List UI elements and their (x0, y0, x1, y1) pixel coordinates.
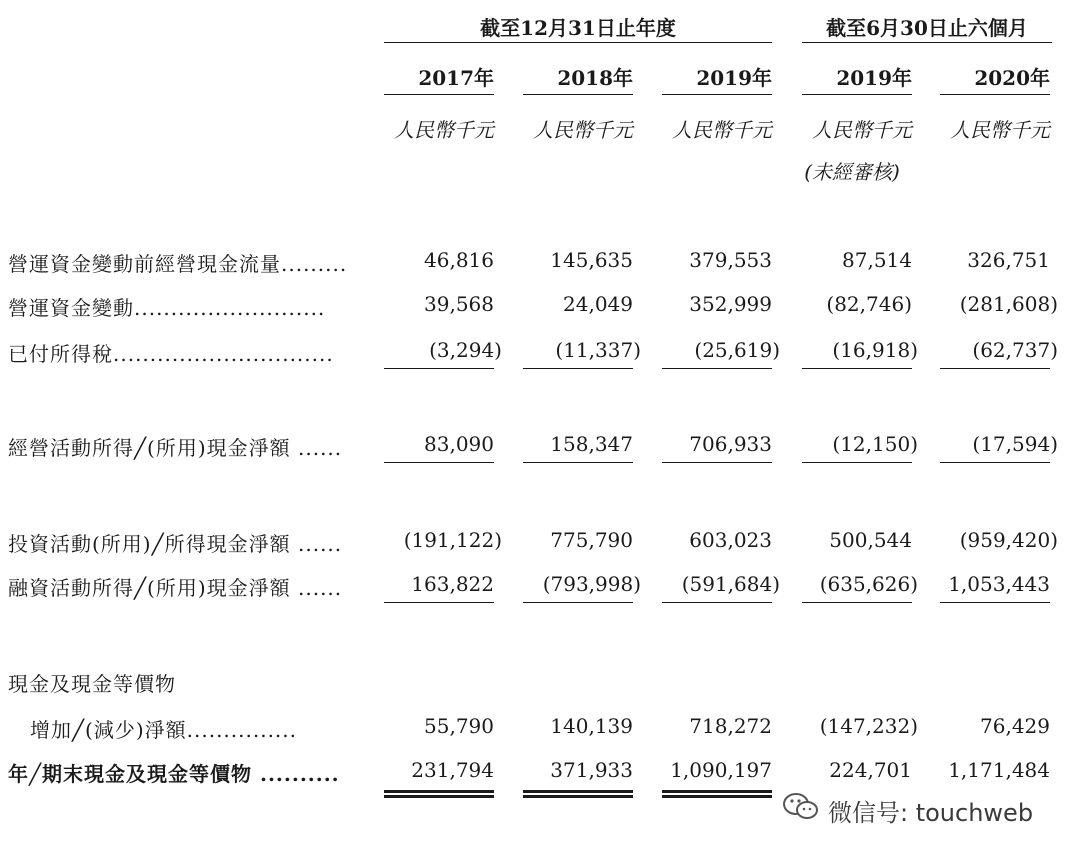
subtotal-rule-3 (662, 368, 772, 369)
financing-rule-1 (384, 602, 494, 603)
cell-r8-c1: 231,794 (411, 758, 494, 782)
group-header-fiscal-year: 截至12月31日止年度 (480, 16, 676, 40)
group-rule-fiscal-year (384, 42, 772, 43)
cell-r2-c4: (16,918) (832, 338, 918, 362)
year-header-4: 2019年 (836, 66, 912, 90)
row-label-cash-equivalents-heading: 現金及現金等價物 (8, 672, 176, 696)
cell-r3-c3: 706,933 (689, 432, 772, 456)
operating-rule-2 (523, 462, 633, 463)
financing-rule-3 (662, 602, 772, 603)
unaudited-note: (未經審核) (804, 160, 900, 184)
cell-r0-c5: 326,751 (967, 248, 1050, 272)
cell-r3-c1: 83,090 (424, 432, 494, 456)
cell-r5-c2: (793,998) (542, 572, 641, 596)
cell-r4-c1: (191,122) (403, 528, 502, 552)
year-header-1: 2017年 (418, 66, 494, 90)
financing-rule-5 (940, 602, 1050, 603)
wechat-icon (782, 791, 820, 829)
operating-rule-1 (384, 462, 494, 463)
row-label-net-financing-cash: 融資活動所得╱(所用)現金淨額 ...... (8, 576, 343, 600)
unit-label-4: 人民幣千元 (812, 118, 912, 142)
cell-r0-c2: 145,635 (550, 248, 633, 272)
cell-r7-c1: 55,790 (424, 714, 494, 738)
row-label-net-investing-cash: 投資活動(所用)╱所得現金淨額 ...... (8, 532, 343, 556)
cell-r4-c4: 500,544 (829, 528, 912, 552)
unit-label-5: 人民幣千元 (950, 118, 1050, 142)
row-label-closing-cash: 年╱期末現金及現金等價物 .......... (8, 762, 340, 786)
year-rule-5 (940, 94, 1050, 95)
watermark-text: 微信号: touchweb (828, 798, 1034, 827)
financing-rule-4 (802, 602, 912, 603)
operating-rule-4 (802, 462, 912, 463)
year-header-3: 2019年 (696, 66, 772, 90)
year-rule-2 (523, 94, 633, 95)
cell-r3-c4: (12,150) (832, 432, 918, 456)
unit-label-2: 人民幣千元 (533, 118, 633, 142)
year-rule-3 (662, 94, 772, 95)
cell-r5-c1: 163,822 (411, 572, 494, 596)
operating-rule-3 (662, 462, 772, 463)
subtotal-rule-1 (384, 368, 494, 369)
cell-r4-c3: 603,023 (689, 528, 772, 552)
wechat-watermark (782, 790, 1072, 830)
group-header-six-months: 截至6月30日止六個月 (826, 16, 1028, 40)
row-label-income-tax-paid: 已付所得稅.............................. (8, 342, 334, 366)
cell-r8-c4: 224,701 (829, 758, 912, 782)
row-label-net-increase-decrease: 增加╱(減少)淨額............... (30, 718, 298, 742)
year-rule-4 (802, 94, 912, 95)
cell-r7-c3: 718,272 (689, 714, 772, 738)
unit-label-1: 人民幣千元 (394, 118, 494, 142)
total-double-rule-2 (523, 790, 633, 798)
cell-r8-c5: 1,171,484 (948, 758, 1050, 782)
subtotal-rule-5 (940, 368, 1050, 369)
cell-r7-c4: (147,232) (819, 714, 918, 738)
operating-rule-5 (940, 462, 1050, 463)
group-rule-six-months (802, 42, 1052, 43)
cell-r5-c4: (635,626) (819, 572, 918, 596)
row-label-operating-cash-before-wc: 營運資金變動前經營現金流量......... (8, 252, 348, 276)
cell-r3-c2: 158,347 (550, 432, 633, 456)
subtotal-rule-2 (523, 368, 633, 369)
cell-r1-c1: 39,568 (424, 292, 494, 316)
cell-r8-c3: 1,090,197 (670, 758, 772, 782)
cell-r0-c4: 87,514 (842, 248, 912, 272)
cell-r0-c3: 379,553 (689, 248, 772, 272)
subtotal-rule-4 (802, 368, 912, 369)
cell-r1-c3: 352,999 (689, 292, 772, 316)
total-double-rule-3 (662, 790, 772, 798)
cell-r0-c1: 46,816 (424, 248, 494, 272)
financing-rule-2 (523, 602, 633, 603)
unit-label-3: 人民幣千元 (672, 118, 772, 142)
cell-r1-c2: 24,049 (563, 292, 633, 316)
cell-r4-c2: 775,790 (550, 528, 633, 552)
year-header-2: 2018年 (557, 66, 633, 90)
cell-r3-c5: (17,594) (972, 432, 1058, 456)
cell-r2-c2: (11,337) (555, 338, 641, 362)
row-label-working-capital-change: 營運資金變動.......................... (8, 296, 326, 320)
cell-r5-c5: 1,053,443 (948, 572, 1050, 596)
cell-r1-c4: (82,746) (826, 292, 912, 316)
cell-r7-c2: 140,139 (550, 714, 633, 738)
cell-r7-c5: 76,429 (980, 714, 1050, 738)
cell-r2-c3: (25,619) (694, 338, 780, 362)
cell-r4-c5: (959,420) (959, 528, 1058, 552)
cell-r5-c3: (591,684) (681, 572, 780, 596)
year-rule-1 (384, 94, 494, 95)
cell-r1-c5: (281,608) (959, 292, 1058, 316)
cell-r8-c2: 371,933 (550, 758, 633, 782)
total-double-rule-1 (384, 790, 494, 798)
row-label-net-operating-cash: 經營活動所得╱(所用)現金淨額 ...... (8, 436, 343, 460)
cell-r2-c5: (62,737) (972, 338, 1058, 362)
year-header-5: 2020年 (974, 66, 1050, 90)
cell-r2-c1: (3,294) (429, 338, 502, 362)
